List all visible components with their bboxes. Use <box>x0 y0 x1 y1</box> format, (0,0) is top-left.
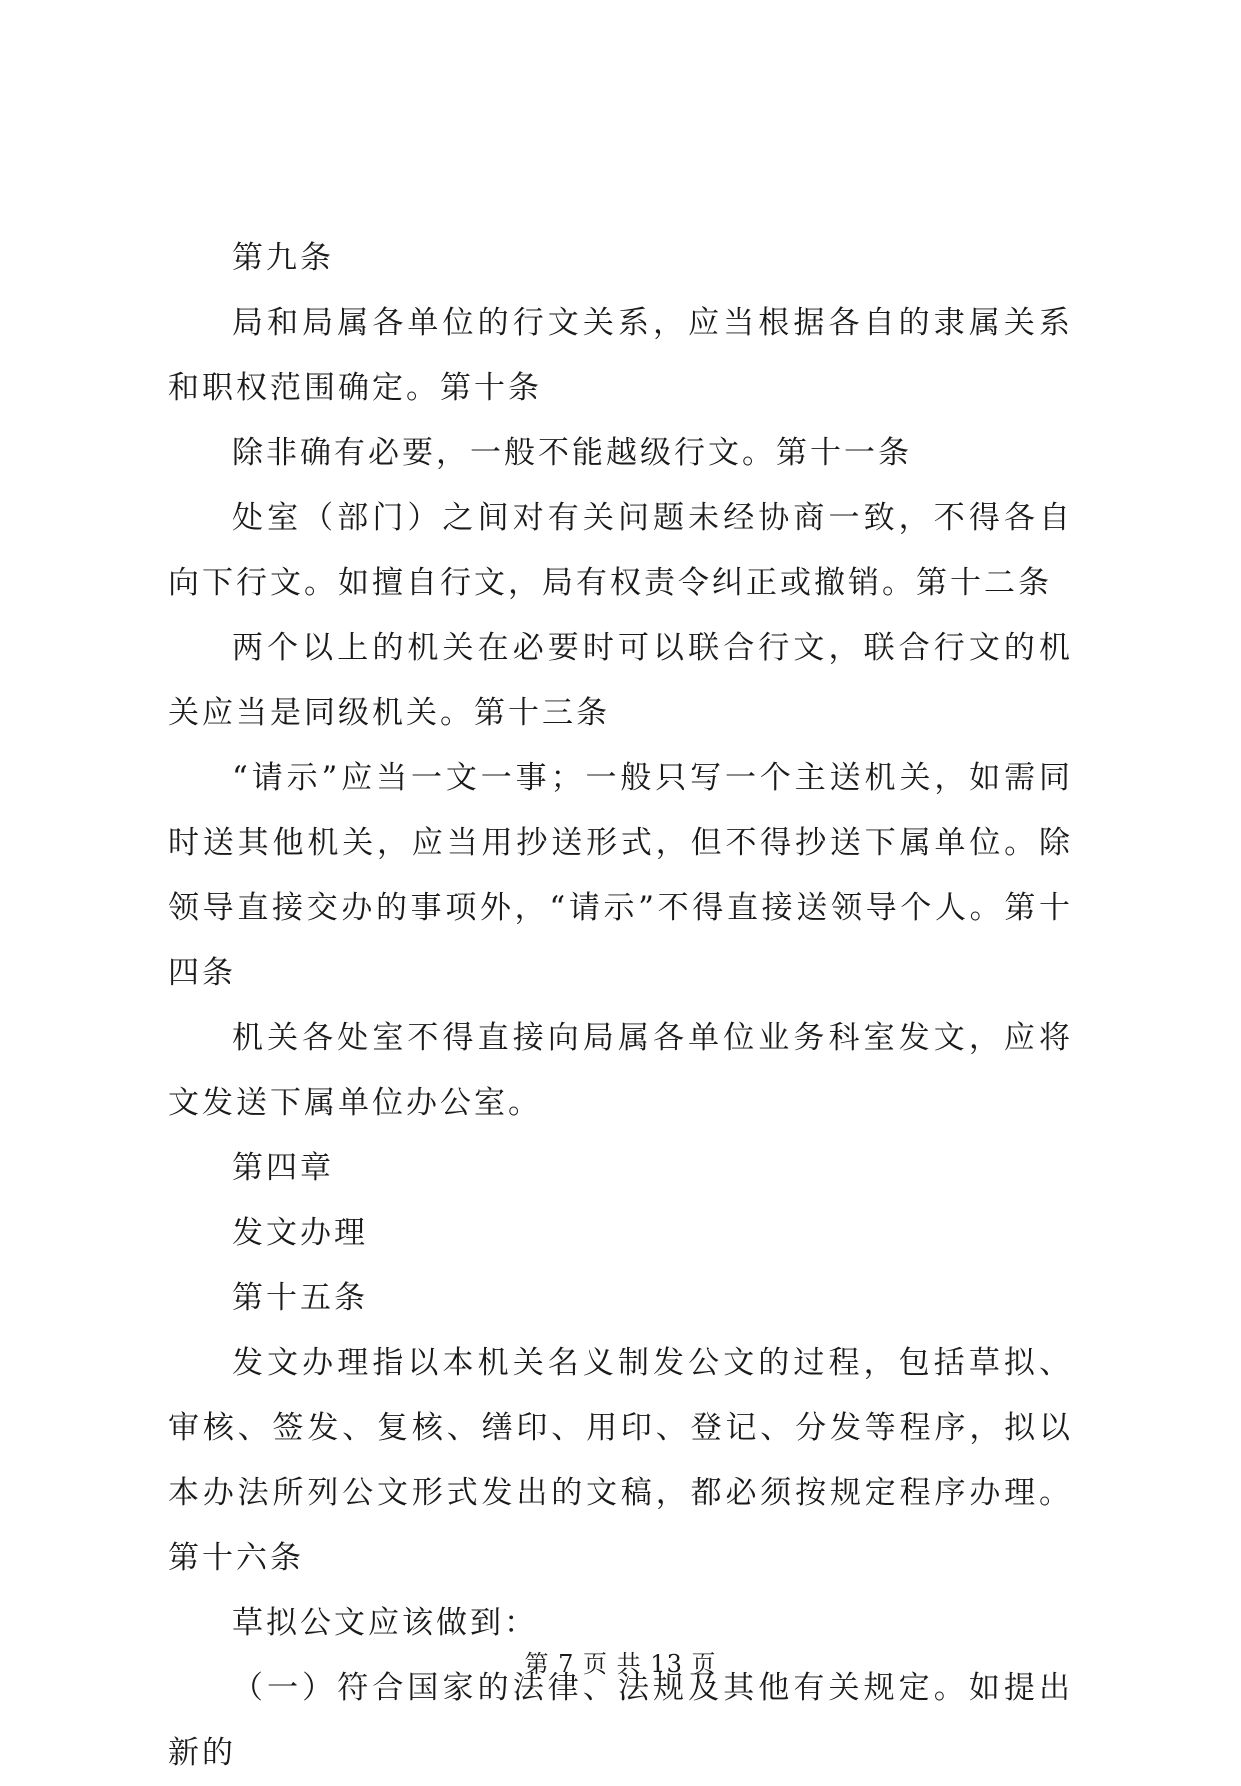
article-heading-15: 第十五条 <box>232 1280 368 1316</box>
chapter-heading-4: 第四章 <box>232 1150 334 1186</box>
paragraph-department-consultation: 处室（部门）之间对有关问题未经协商一致，不得各自向下行文。如擅自行文，局有权责令纠正或撤销。第十二条 <box>168 500 1073 601</box>
page-number-footer: 第 7 页 共 13 页 <box>524 1650 717 1678</box>
paragraph-joint-documents: 两个以上的机关在必要时可以联合行文，联合行文的机关应当是同级机关。第十三条 <box>168 630 1073 731</box>
paragraph-no-skip-level: 除非确有必要，一般不能越级行文。第十一条 <box>232 435 912 471</box>
chapter-title: 发文办理 <box>232 1215 368 1251</box>
article-heading-9: 第九条 <box>232 240 334 276</box>
paragraph-send-to-office: 机关各处室不得直接向局属各单位业务科室发文，应将文发送下属单位办公室。 <box>168 1020 1073 1121</box>
list-item-1: （一）符合国家的法律、法规及其他有关规定。如提出新的 <box>168 1670 1073 1771</box>
paragraph-document-relations: 局和局属各单位的行文关系，应当根据各自的隶属关系和职权范围确定。第十条 <box>168 305 1073 406</box>
paragraph-issuance-process: 发文办理指以本机关名义制发公文的过程，包括草拟、审核、签发、复核、缮印、用印、登记、分发等程序，拟以本办法所列公文形式发出的文稿，都必须按规定程序办理。第十六条 <box>168 1345 1073 1576</box>
document-body <box>168 226 1073 1786</box>
paragraph-request-rules: “请示”应当一文一事；一般只写一个主送机关，如需同时送其他机关，应当用抄送形式，但不得抄送下属单位。除领导直接交办的事项外，“请示”不得直接送领导个人。第十四条 <box>168 760 1073 991</box>
paragraph-drafting-requirements: 草拟公文应该做到： <box>232 1605 538 1641</box>
